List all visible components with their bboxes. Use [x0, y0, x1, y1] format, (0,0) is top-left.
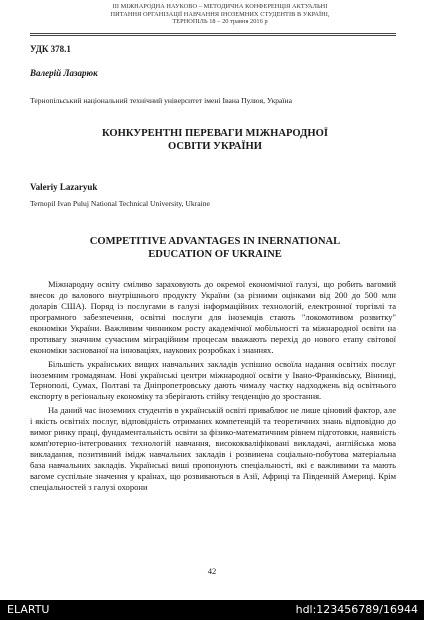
- author-name-ua: Валерій Лазарюк: [30, 68, 98, 78]
- body-text: [30, 279, 396, 496]
- handle-link[interactable]: hdl:123456789/16944: [295, 603, 418, 616]
- page-number: 42: [207, 566, 217, 576]
- affiliation-ua: Тернопільський національний технічний університет імені Івана Пулюя, Україна: [30, 96, 292, 105]
- paragraph: Міжнародну освіту сміливо зараховують до окремої економічної галузі, що робить вагомий внесок до валового внутрішнього продукту України (за різними оцінками від 200 до 500 млн доларів США). Поряд із послугами в галузі інформаційних технологій, електронної торгівлі та програмного забезпечення, освітні послуги для іноземців стають "локомотивом розвитку" економіки України. Важливим чинником росту академічної мобільності та міжнародної освіти на противагу значним сучасним міграційним процесам вважають перехід до нового етапу світової економіки заснованої на інноваціях, наукових розробках і знаннях.: [30, 279, 396, 355]
- title-line: КОНКУРЕНТНІ ПЕРЕВАГИ МІЖНАРОДНОЇ: [101, 128, 329, 139]
- paper-title-en: [40, 236, 390, 261]
- title-line: EDUCATION OF UKRAINE: [148, 248, 282, 260]
- header-line: ТЕРНОПІЛЬ 18 – 20 травня 2016 р: [172, 18, 268, 26]
- repository-name: ELARTU: [7, 603, 50, 616]
- header-line: III МІЖНАРОДНА НАУКОВО – МЕТОДИЧНА КОНФЕРЕНЦІЯ АКТУАЛЬНІ: [112, 3, 328, 10]
- header-line: ПИТАННЯ ОРГАНІЗАЦІЇ НАВЧАННЯ ІНОЗЕМНИХ СТУДЕНТІВ В УКРАЇНІ,: [110, 10, 330, 18]
- udk-code: УДК 378.1: [30, 44, 71, 54]
- paragraph: На даний час іноземних студентів в українській освіті приваблює не лише ціновий фактор, але і якість освітніх послуг, відповідність отриманих компетенцій та теоретичних знань відповідно до вимог ринку праці, фундаментальність освіти за фізико-математичним рівнем підготовки, наявність комп'ютерно-інтегрованих технологій навчання, висококваліфіковані викладачі, англійська мова викладання, позитивний імідж навчальних закладів і розвинена соціально-побутова матеріальна база навчальних закладів. Українські виші пропонують спеціальності, які є важливими та мають вагоме суспільне значення у країнах, що розвиваються в Азії, Африці та Південній Америці. Крім спеціальностей з галузі охорони: [30, 405, 396, 492]
- title-line: ОСВІТИ УКРАЇНИ: [168, 140, 262, 152]
- paper-title-ua: [40, 128, 390, 153]
- conference-header: [60, 3, 380, 26]
- repository-footer: [0, 600, 424, 620]
- header-divider: [30, 35, 396, 36]
- affiliation-en: Ternopil Ivan Puluj National Technical University, Ukraine: [30, 199, 210, 208]
- author-name-en: Valeriy Lazaryuk: [30, 182, 98, 192]
- paragraph: Більшість українських вищих навчальних закладів успішно освоїла надання освітніх послуг іноземним громадянам. Нові українські центри міжнародної освіти у Івано-Франківську, Вінниці, Тернополі, Сумах, Полтаві та Дніпропетровську дають чималу частку надходжень від освітнього експорту в регіональну економіку та зберігають стійку тенденцію до зростання.: [30, 358, 396, 402]
- title-line: COMPETITIVE ADVANTAGES IN INERNATIONAL: [89, 236, 341, 247]
- header-divider: [30, 33, 396, 34]
